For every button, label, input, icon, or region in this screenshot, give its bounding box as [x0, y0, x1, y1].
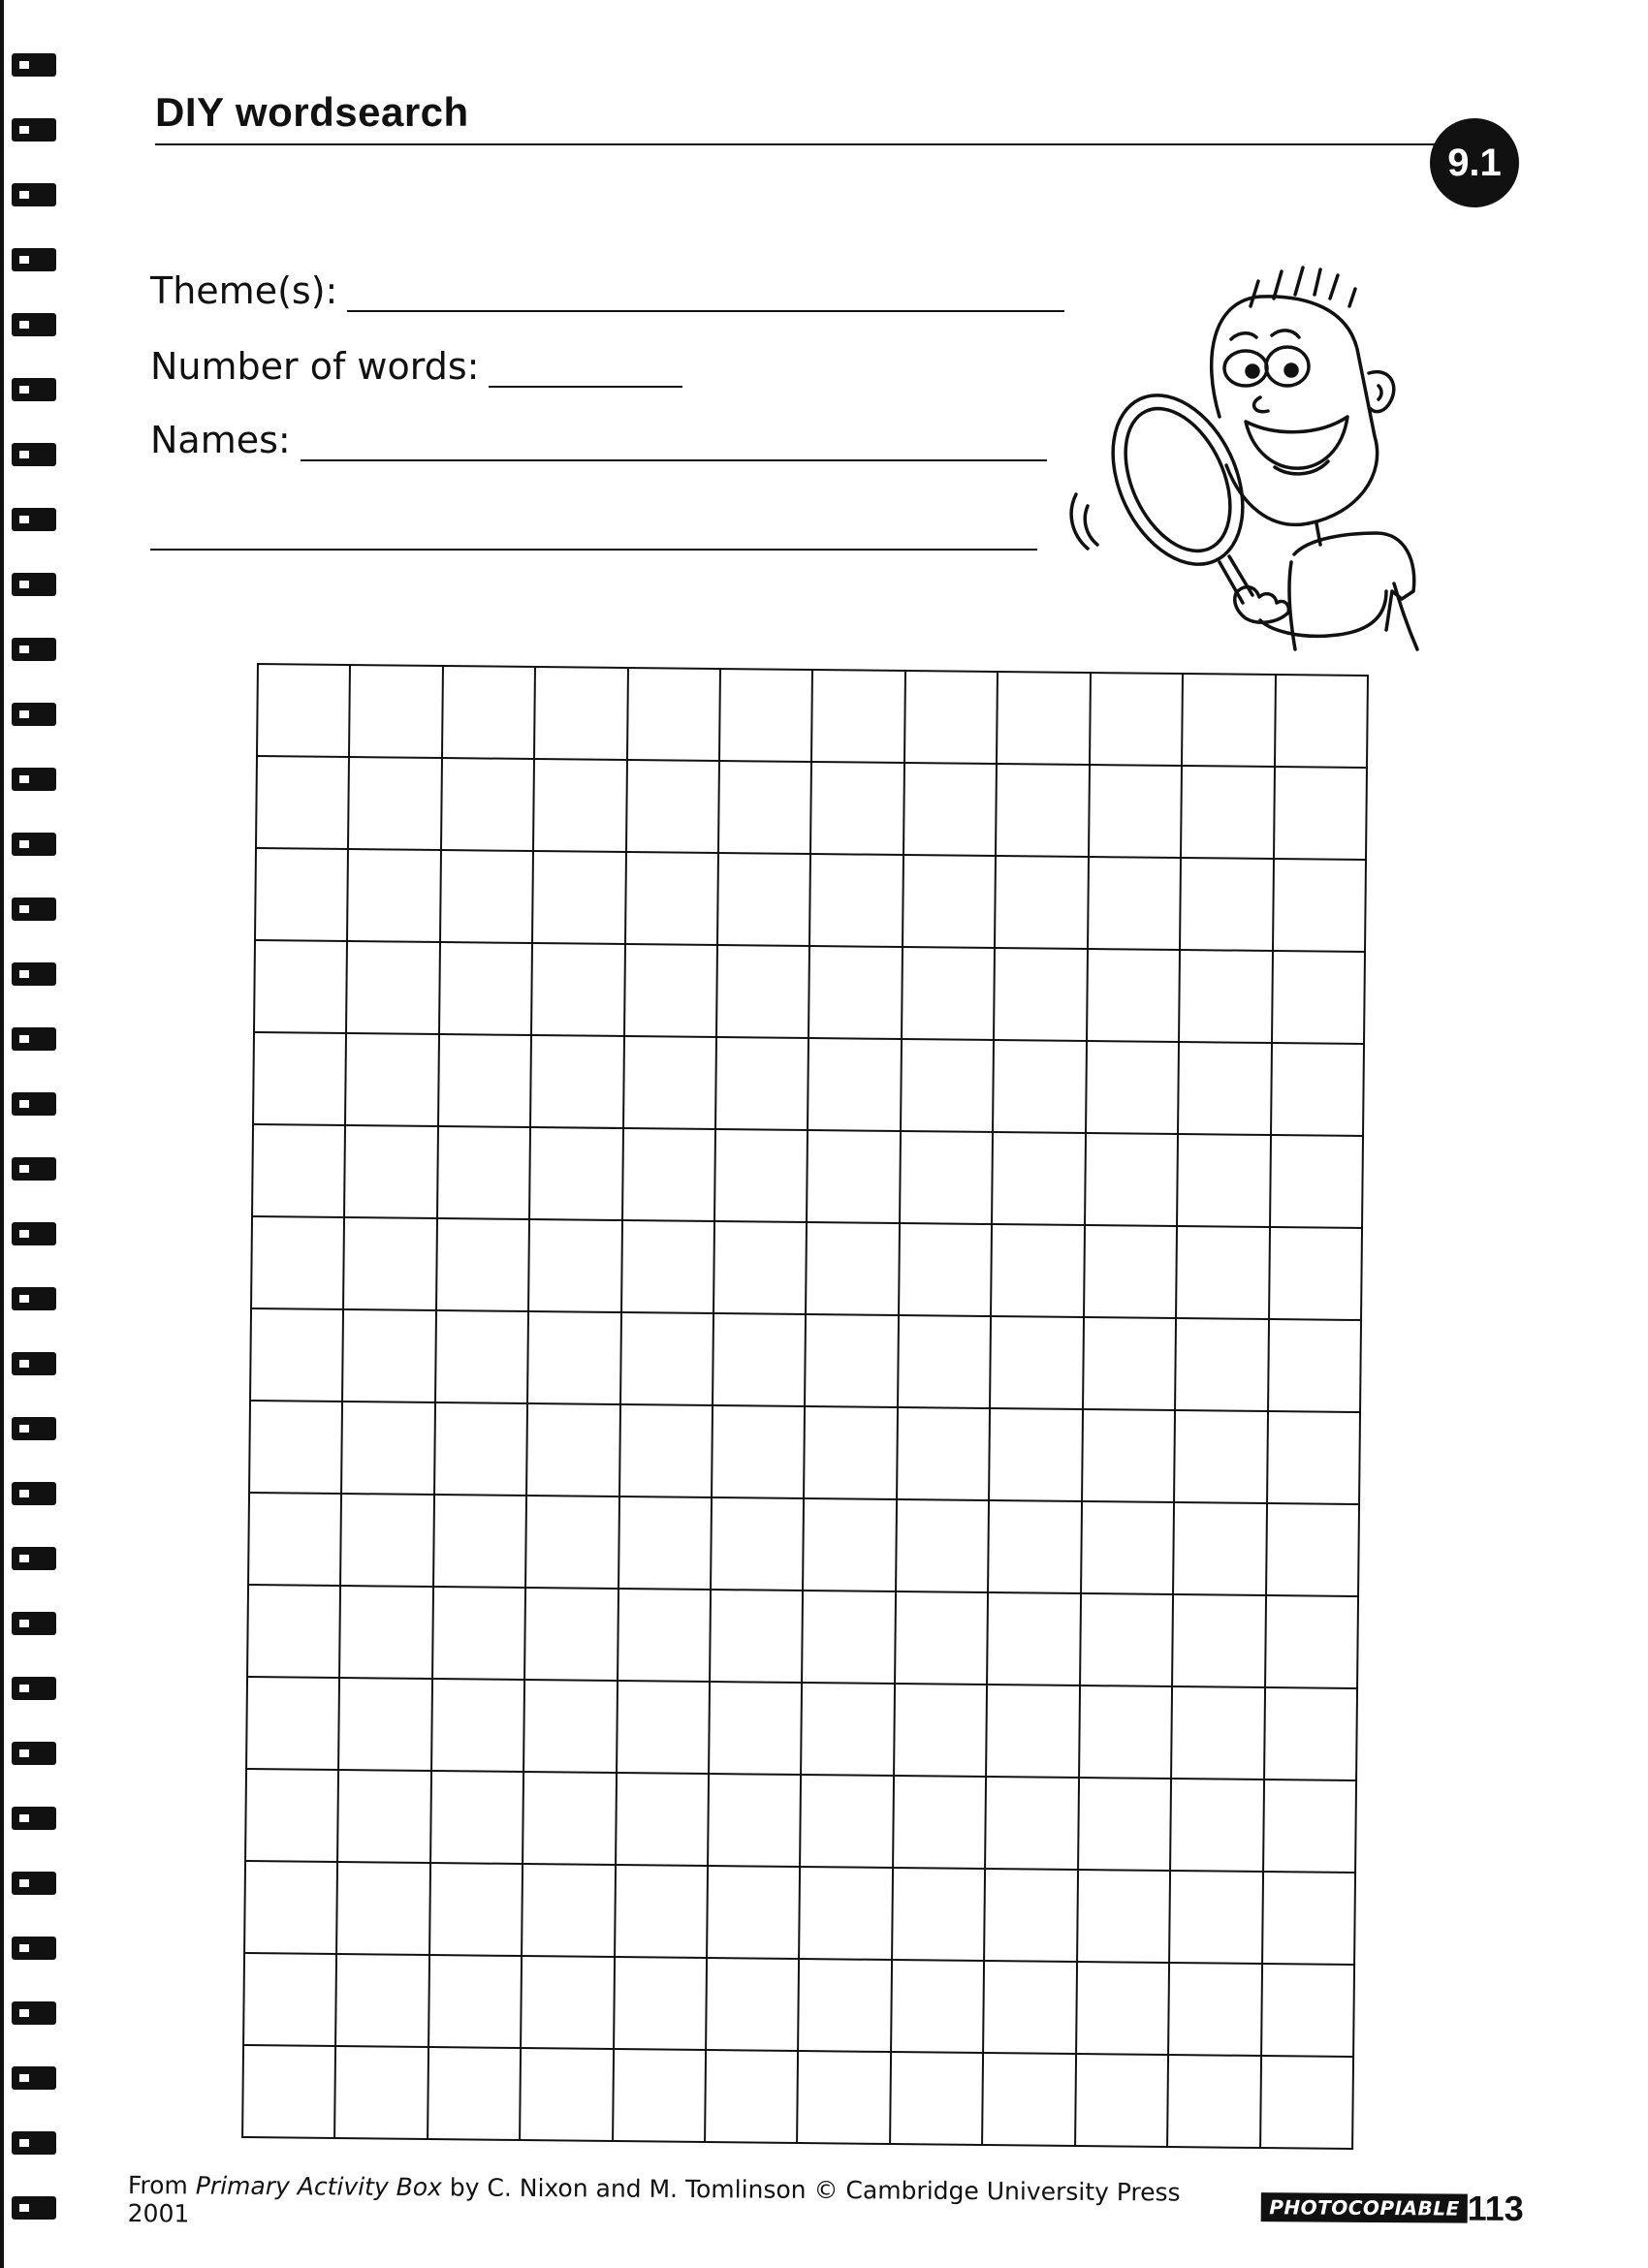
grid-cell — [990, 1409, 1083, 1502]
grid-cell — [440, 943, 533, 1036]
grid-cell — [811, 763, 904, 856]
binding-ring — [12, 1677, 56, 1700]
grid-cell — [348, 850, 441, 943]
grid-cell — [429, 1956, 523, 2049]
grid-cell — [342, 1402, 435, 1496]
binding-ring — [12, 53, 56, 77]
grid-cell — [1180, 951, 1273, 1044]
grid-cell — [528, 1312, 621, 1405]
grid-cell — [431, 1772, 524, 1865]
binding-ring — [12, 118, 56, 142]
grid-cell — [1172, 1687, 1265, 1780]
grid-cell — [526, 1496, 619, 1590]
grid-cell — [900, 1224, 993, 1317]
grid-cell — [620, 1405, 713, 1498]
binding-ring — [12, 508, 56, 531]
grid-cell — [257, 757, 350, 850]
unit-number-badge: 9.1 — [1430, 118, 1519, 207]
binding-ring — [12, 1547, 56, 1570]
theme-blank-line — [347, 281, 1064, 312]
grid-cell — [246, 1770, 339, 1863]
grid-cell — [988, 1593, 1081, 1686]
grid-cell — [521, 2049, 614, 2142]
binding-ring — [12, 248, 56, 271]
grid-cell — [347, 942, 440, 1035]
grid-cell — [801, 1868, 894, 1961]
binding-ring — [12, 1937, 56, 1960]
binding-ring — [12, 1742, 56, 1765]
grid-cell — [806, 1407, 899, 1500]
binding-ring — [12, 1612, 56, 1635]
grid-cell — [619, 1497, 713, 1591]
grid-cell — [532, 944, 625, 1037]
grid-cell — [894, 1777, 987, 1870]
grid-cell — [986, 1778, 1079, 1871]
grid-cell — [250, 1402, 343, 1495]
grid-cell — [338, 1771, 431, 1864]
grid-cell — [1177, 1227, 1270, 1320]
grid-cell — [717, 946, 810, 1039]
boy-with-magnifying-glass-icon — [1066, 242, 1503, 659]
grid-cell — [706, 2051, 799, 2144]
grid-cell — [1080, 1686, 1173, 1780]
grid-cell — [1264, 1780, 1357, 1874]
grid-cell — [1078, 1871, 1171, 1964]
binding-ring — [12, 573, 56, 596]
grid-cell — [1263, 1873, 1356, 1966]
grid-cell — [710, 1683, 803, 1776]
binding-ring — [12, 183, 56, 206]
grid-cell — [522, 1957, 615, 2050]
grid-cell — [1077, 1963, 1170, 2056]
grid-cell — [256, 849, 349, 942]
grid-cell — [807, 1223, 900, 1316]
grid-cell — [1265, 1688, 1358, 1781]
grid-cell — [998, 673, 1091, 766]
grid-cell — [435, 1403, 528, 1496]
grid-cell — [337, 1863, 430, 1956]
grid-cell — [627, 761, 720, 854]
grid-cell — [533, 852, 626, 945]
binding-ring — [12, 962, 56, 986]
grid-cell — [1274, 860, 1367, 953]
grid-cell — [983, 2054, 1076, 2147]
grid-cell — [1269, 1320, 1362, 1413]
binding-ring — [12, 1157, 56, 1181]
grid-cell — [903, 948, 996, 1041]
grid-cell — [992, 1225, 1085, 1318]
grid-cell — [1081, 1594, 1174, 1687]
grid-cell — [711, 1591, 804, 1684]
grid-cell — [1168, 2056, 1261, 2149]
grid-cell — [893, 1869, 986, 1962]
grid-cell — [1079, 1779, 1172, 1872]
binding-ring — [12, 638, 56, 661]
binding-ring — [12, 1352, 56, 1375]
binding-ring — [12, 898, 56, 921]
grid-cell — [529, 1220, 622, 1313]
grid-cell — [803, 1684, 896, 1777]
grid-cell — [622, 1221, 715, 1314]
grid-cell — [1174, 1503, 1267, 1596]
grid-cell — [1271, 1136, 1364, 1229]
grid-cell — [993, 1133, 1086, 1226]
grid-cell — [709, 1775, 802, 1868]
grid-cell — [1268, 1412, 1361, 1505]
grid-cell — [718, 854, 811, 947]
grid-cell — [1087, 1042, 1180, 1135]
grid-cell — [804, 1591, 897, 1685]
grid-cell — [428, 2048, 522, 2141]
photocopiable-label: PHOTOCOPIABLE — [1261, 2192, 1468, 2222]
grid-cell — [443, 667, 536, 760]
grid-cell — [530, 1128, 623, 1221]
grid-cell — [344, 1218, 437, 1311]
grid-cell — [251, 1309, 344, 1402]
grid-cell — [534, 760, 627, 853]
grid-cell — [336, 1955, 429, 2048]
grid-cell — [616, 1866, 709, 1959]
grid-cell — [997, 765, 1090, 858]
grid-cell — [626, 853, 719, 946]
grid-cell — [255, 941, 348, 1034]
grid-cell — [432, 1680, 525, 1773]
footer-authors: by C. Nixon and M. Tomlinson © Cambridge University Press 2001 — [127, 2173, 1181, 2228]
grid-cell — [243, 2046, 336, 2139]
grid-cell — [1261, 2057, 1354, 2150]
binding-ring — [12, 378, 56, 401]
grid-cell — [437, 1219, 530, 1312]
title-underline — [155, 143, 1454, 145]
grid-cell — [535, 668, 628, 761]
page-number: 113 — [1467, 2188, 1524, 2229]
word-count-field — [150, 345, 682, 388]
binding-ring — [12, 1807, 56, 1830]
grid-cell — [1076, 2055, 1169, 2148]
grid-cell — [525, 1589, 618, 1682]
grid-cell — [707, 1959, 800, 2052]
grid-cell — [343, 1310, 436, 1403]
grid-cell — [341, 1495, 434, 1588]
grid-cell — [712, 1498, 805, 1591]
grid-cell — [531, 1036, 624, 1129]
grid-cell — [808, 1131, 901, 1224]
grid-cell — [1173, 1595, 1266, 1688]
grid-cell — [1267, 1504, 1360, 1597]
names-field — [150, 419, 1047, 461]
binding-ring — [12, 443, 56, 466]
grid-cell — [1170, 1872, 1263, 1965]
grid-cell — [339, 1679, 432, 1772]
grid-cell — [1270, 1228, 1363, 1321]
footer — [128, 2171, 1524, 2237]
grid-cell — [1175, 1411, 1268, 1504]
binding-ring — [12, 1872, 56, 1895]
binding-ring — [12, 1092, 56, 1116]
grid-cell — [245, 1862, 338, 1955]
grid-cell — [621, 1313, 714, 1406]
grid-cell — [1273, 952, 1366, 1045]
grid-cell — [898, 1408, 991, 1501]
grid-cell — [984, 1962, 1077, 2055]
grid-cell — [708, 1867, 801, 1960]
grid-cell — [987, 1685, 1080, 1779]
grid-cell — [891, 2053, 984, 2146]
grid-cell — [523, 1865, 616, 1958]
grid-cell — [253, 1125, 346, 1218]
page-title: DIY wordsearch — [155, 89, 469, 135]
grid-cell — [1178, 1135, 1271, 1228]
binding-ring — [12, 1222, 56, 1245]
grid-cell — [802, 1776, 895, 1869]
grid-cell — [438, 1127, 531, 1220]
grid-cell — [1262, 1965, 1355, 2058]
grid-cell — [714, 1222, 808, 1315]
grid-cell — [434, 1496, 527, 1589]
grid-cell — [340, 1587, 433, 1680]
grid-cell — [623, 1129, 716, 1222]
grid-cell — [1082, 1502, 1175, 1595]
grid-cell — [1083, 1410, 1176, 1503]
theme-field — [150, 269, 1064, 312]
grid-cell — [1275, 768, 1368, 861]
grid-cell — [1179, 1043, 1272, 1136]
word-count-label: Number of words: — [150, 345, 480, 388]
grid-cell — [244, 1954, 337, 2047]
grid-cell — [625, 945, 718, 1038]
grid-cell — [896, 1592, 989, 1685]
grid-cell — [994, 1041, 1087, 1134]
grid-cell — [436, 1311, 529, 1404]
footer-credit — [128, 2171, 1249, 2235]
grid-cell — [1276, 676, 1369, 769]
grid-cell — [617, 1774, 710, 1867]
grid-cell — [895, 1685, 988, 1778]
grid-cell — [350, 666, 443, 759]
grid-cell — [892, 1961, 985, 2054]
grid-cell — [1089, 858, 1182, 951]
word-count-blank-line — [489, 357, 682, 388]
grid-cell — [810, 855, 903, 948]
grid-cell — [442, 759, 535, 852]
binding-ring — [12, 833, 56, 856]
grid-cell — [1171, 1780, 1264, 1873]
grid-cell — [989, 1501, 1082, 1594]
grid-cell — [903, 856, 997, 949]
binding-ring — [12, 2001, 56, 2025]
grid-cell — [800, 1960, 893, 2053]
names-blank-line — [301, 430, 1047, 461]
grid-cell — [713, 1406, 806, 1499]
grid-cell — [345, 1126, 438, 1219]
grid-cell — [902, 1040, 995, 1133]
grid-cell — [247, 1678, 340, 1771]
grid-cell — [441, 851, 534, 944]
grid-cell — [618, 1590, 712, 1683]
grid-cell — [1088, 950, 1181, 1043]
grid-cell — [1182, 767, 1275, 860]
grid-cell — [1086, 1134, 1179, 1227]
grid-cell — [716, 1038, 809, 1131]
grid-cell — [1085, 1226, 1178, 1319]
grid-cell — [1091, 674, 1184, 767]
grid-cell — [805, 1499, 898, 1592]
grid-cell — [433, 1588, 526, 1681]
grid-cell — [904, 764, 998, 857]
grid-cell — [897, 1500, 990, 1593]
grid-cell — [618, 1682, 711, 1775]
grid-cell — [614, 2050, 707, 2143]
grid-cell — [1272, 1044, 1365, 1137]
grid-cell — [335, 2047, 428, 2140]
grid-cell — [252, 1217, 345, 1310]
binding-ring — [12, 2196, 56, 2220]
grid-cell — [615, 1958, 708, 2051]
binding-ring — [12, 313, 56, 336]
grid-cell — [713, 1314, 807, 1407]
grid-cell — [720, 670, 813, 763]
grid-cell — [899, 1316, 992, 1409]
grid-cell — [985, 1870, 1078, 1963]
grid-cell — [809, 947, 903, 1040]
grid-cell — [254, 1033, 347, 1126]
binding-ring — [12, 1027, 56, 1051]
grid-cell — [799, 2052, 892, 2145]
grid-cell — [1169, 1964, 1262, 2057]
grid-cell — [1181, 859, 1274, 952]
grid-cell — [905, 672, 998, 765]
grid-cell — [1090, 766, 1183, 859]
grid-cell — [439, 1035, 532, 1128]
binding-ring — [12, 1287, 56, 1310]
grid-cell — [628, 669, 721, 762]
theme-label: Theme(s): — [150, 269, 338, 312]
grid-cell — [430, 1864, 523, 1957]
grid-cell — [624, 1037, 717, 1130]
grid-cell — [807, 1315, 900, 1408]
grid-cell — [901, 1132, 994, 1225]
grid-cell — [996, 857, 1089, 950]
grid-cell — [527, 1404, 620, 1497]
binding-ring — [12, 1482, 56, 1505]
grid-cell — [808, 1039, 902, 1132]
grid-cell — [1266, 1596, 1359, 1689]
binding-ring — [12, 1417, 56, 1440]
grid-cell — [258, 665, 351, 758]
wordsearch-grid — [241, 663, 1369, 2150]
grid-cell — [1183, 675, 1276, 768]
footer-prefix: From — [127, 2171, 196, 2200]
names-second-blank-line — [150, 549, 1037, 551]
binding-ring — [12, 2066, 56, 2090]
grid-cell — [1176, 1319, 1269, 1412]
grid-cell — [346, 1034, 439, 1127]
grid-cell — [349, 758, 442, 851]
grid-cell — [812, 671, 905, 764]
binding-ring — [12, 703, 56, 726]
grid-cell — [995, 949, 1088, 1042]
grid-cell — [524, 1681, 618, 1774]
grid-cell — [715, 1130, 808, 1223]
spiral-binding — [0, 0, 68, 2268]
binding-ring — [12, 2131, 56, 2155]
binding-ring — [12, 768, 56, 791]
grid-cell — [523, 1773, 617, 1866]
grid-cell — [991, 1317, 1084, 1410]
grid-cell — [248, 1586, 341, 1679]
grid-cell — [1084, 1318, 1177, 1411]
footer-book-title: Primary Activity Box — [195, 2171, 443, 2202]
names-label: Names: — [150, 419, 291, 461]
grid-cell — [249, 1494, 342, 1587]
grid-cell — [719, 762, 812, 855]
